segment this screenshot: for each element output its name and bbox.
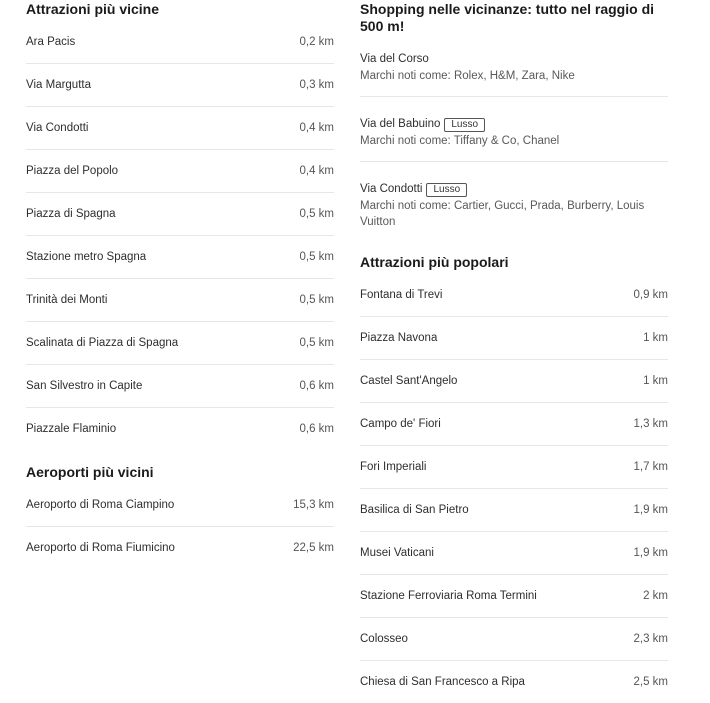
attraction-distance: 0,5 km <box>299 337 334 349</box>
luxury-badge: Lusso <box>444 118 485 132</box>
list-item <box>360 97 668 162</box>
airport-name: Aeroporto di Roma Fiumicino <box>26 542 175 554</box>
attraction-distance: 1,9 km <box>633 547 668 559</box>
list-item <box>360 575 668 618</box>
nearest-airports-list <box>26 484 334 569</box>
list-item <box>26 365 334 408</box>
attraction-name: Fori Imperiali <box>360 461 427 473</box>
attraction-distance: 2 km <box>643 590 668 602</box>
list-item <box>26 484 334 527</box>
popular-attractions-section <box>360 254 668 703</box>
attraction-name: Piazza del Popolo <box>26 165 119 177</box>
list-item <box>26 64 334 107</box>
list-item <box>360 403 668 446</box>
attraction-distance: 0,2 km <box>299 36 334 48</box>
attraction-distance: 0,6 km <box>299 380 334 392</box>
list-item <box>26 322 334 365</box>
list-item <box>26 408 334 450</box>
attraction-distance: 2,5 km <box>633 676 668 688</box>
popular-attractions-title: Attrazioni più popolari <box>360 254 509 270</box>
luxury-badge: Lusso <box>426 183 467 197</box>
attraction-name: Colosseo <box>360 633 408 645</box>
attraction-distance: 0,3 km <box>299 79 334 91</box>
list-item <box>360 661 668 703</box>
shopping-brands: Marchi noti come: Tiffany & Co, Chanel <box>360 135 560 147</box>
shopping-brands: Marchi noti come: Rolex, H&M, Zara, Nike <box>360 70 575 82</box>
airport-distance: 22,5 km <box>293 542 334 554</box>
left-column <box>26 0 334 569</box>
attraction-name: Scalinata di Piazza di Spagna <box>26 337 179 349</box>
attraction-name: Fontana di Trevi <box>360 289 443 301</box>
list-item <box>360 489 668 532</box>
attraction-distance: 0,4 km <box>299 122 334 134</box>
attraction-distance: 0,6 km <box>299 423 334 435</box>
nearest-airports-title: Aeroporti più vicini <box>26 464 154 480</box>
attraction-name: Stazione metro Spagna <box>26 251 147 263</box>
attraction-name: Chiesa di San Francesco a Ripa <box>360 676 525 688</box>
attraction-name: Campo de' Fiori <box>360 418 441 430</box>
attraction-name: Basilica di San Pietro <box>360 504 469 516</box>
attraction-name: Via Condotti <box>26 122 89 134</box>
shopping-list <box>360 32 668 242</box>
attraction-distance: 1,9 km <box>633 504 668 516</box>
list-item <box>360 162 668 242</box>
attraction-name: Piazzale Flaminio <box>26 423 117 435</box>
attraction-name: Via Margutta <box>26 79 91 91</box>
attraction-distance: 0,5 km <box>299 251 334 263</box>
shopping-street-name: Via Condotti <box>360 183 423 195</box>
attraction-name: San Silvestro in Capite <box>26 380 143 392</box>
attraction-distance: 1 km <box>643 332 668 344</box>
attraction-name: Stazione Ferroviaria Roma Termini <box>360 590 537 602</box>
airport-distance: 15,3 km <box>293 499 334 511</box>
attraction-distance: 0,5 km <box>299 294 334 306</box>
list-item <box>360 32 668 97</box>
list-item <box>26 193 334 236</box>
list-item <box>26 279 334 322</box>
list-item <box>26 21 334 64</box>
list-item <box>360 618 668 661</box>
list-item <box>360 274 668 317</box>
list-item <box>26 527 334 569</box>
shopping-section <box>360 0 668 242</box>
shopping-street-name: Via del Corso <box>360 53 429 65</box>
airport-name: Aeroporto di Roma Ciampino <box>26 499 175 511</box>
attraction-distance: 1 km <box>643 375 668 387</box>
attraction-distance: 1,3 km <box>633 418 668 430</box>
nearest-airports-section <box>26 464 334 569</box>
list-item <box>360 360 668 403</box>
shopping-brands: Marchi noti come: Cartier, Gucci, Prada, Burberry, Louis Vuitton <box>360 200 645 228</box>
attraction-name: Musei Vaticani <box>360 547 434 559</box>
attraction-name: Ara Pacis <box>26 36 76 48</box>
list-item <box>360 446 668 489</box>
list-item <box>360 317 668 360</box>
list-item <box>360 532 668 575</box>
shopping-street-name: Via del Babuino <box>360 118 441 130</box>
nearest-attractions-section <box>26 0 334 450</box>
shopping-street-row <box>360 117 668 132</box>
attraction-name: Castel Sant'Angelo <box>360 375 458 387</box>
attraction-distance: 2,3 km <box>633 633 668 645</box>
nearest-attractions-title: Attrazioni più vicine <box>26 1 160 17</box>
popular-attractions-list <box>360 274 668 703</box>
shopping-title: Shopping nelle vicinanze: tutto nel raggio di 500 m! <box>360 1 655 34</box>
list-item <box>26 150 334 193</box>
shopping-street-row <box>360 182 668 197</box>
attraction-distance: 0,9 km <box>633 289 668 301</box>
nearest-attractions-list <box>26 21 334 450</box>
attraction-name: Trinità dei Monti <box>26 294 108 306</box>
attraction-distance: 0,5 km <box>299 208 334 220</box>
attraction-name: Piazza Navona <box>360 332 438 344</box>
attraction-distance: 0,4 km <box>299 165 334 177</box>
attraction-distance: 1,7 km <box>633 461 668 473</box>
list-item <box>26 236 334 279</box>
attraction-name: Piazza di Spagna <box>26 208 116 220</box>
list-item <box>26 107 334 150</box>
right-column <box>360 0 668 703</box>
